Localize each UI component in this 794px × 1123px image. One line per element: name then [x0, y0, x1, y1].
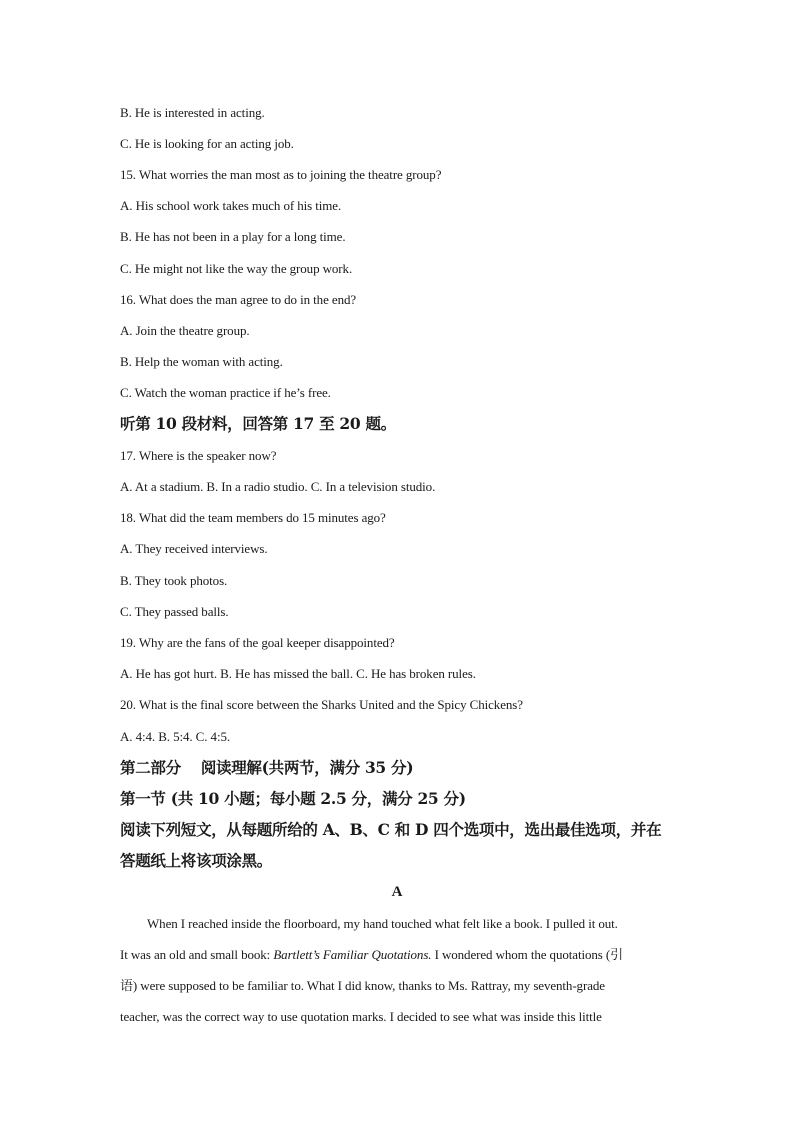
passage-line-2-post: I wondered whom the quotations (引: [431, 947, 623, 962]
option-a-15: A. His school work takes much of his time.: [120, 198, 342, 213]
instruction-line-2: 答题纸上将该项涂黑。: [120, 851, 273, 870]
part-title: 阅读理解(共两节，满分 35 分): [200, 758, 414, 777]
option-a-18: A. They received interviews.: [120, 541, 268, 556]
passage-title: A: [391, 884, 403, 900]
option-c-16: C. Watch the woman practice if he’s free.: [120, 385, 331, 400]
part-two-heading: [120, 758, 413, 778]
passage-line-3: 语) were supposed to be familiar to. What I did know, thanks to Ms. Rattray, my seventh-grade: [120, 978, 605, 993]
passage-line-4: teacher, was the correct way to use quotation marks. I decided to see what was inside this little: [120, 1009, 602, 1024]
instruction-line-1: 阅读下列短文，从每题所给的 A、B、C 和 D 四个选项中，选出最佳选项，并在: [120, 820, 662, 839]
options-20: A. 4:4. B. 5:4. C. 4:5.: [120, 729, 231, 744]
options-19: A. He has got hurt. B. He has missed the ball. C. He has broken rules.: [120, 666, 476, 681]
option-b-16: B. Help the woman with acting.: [120, 354, 283, 369]
options-17: A. At a stadium. B. In a radio studio. C. In a television studio.: [120, 479, 436, 494]
question-15: 15. What worries the man most as to joining the theatre group?: [120, 167, 442, 182]
option-c-18: C. They passed balls.: [120, 604, 229, 619]
passage-line-1: When I reached inside the floorboard, my hand touched what felt like a book. I pulled it out.: [147, 916, 618, 931]
option-c-14: C. He is looking for an acting job.: [120, 136, 294, 151]
question-17: 17. Where is the speaker now?: [120, 448, 277, 463]
option-c-15: C. He might not like the way the group work.: [120, 261, 353, 276]
option-b-18: B. They took photos.: [120, 573, 228, 588]
option-b-14: B. He is interested in acting.: [120, 105, 265, 120]
question-16: 16. What does the man agree to do in the end?: [120, 292, 357, 307]
book-title: Bartlett’s Familiar Quotations.: [273, 947, 432, 962]
passage-line-2: [120, 947, 676, 963]
question-20: 20. What is the final score between the Sharks United and the Spicy Chickens?: [120, 697, 523, 712]
option-b-15: B. He has not been in a play for a long time.: [120, 229, 346, 244]
part-label: 第二部分: [120, 758, 181, 777]
passage-line-2-pre: It was an old and small book:: [120, 947, 274, 962]
question-19: 19. Why are the fans of the goal keeper disappointed?: [120, 635, 395, 650]
question-18: 18. What did the team members do 15 minutes ago?: [120, 510, 386, 525]
section-one-heading: 第一节 (共 10 小题；每小题 2.5 分，满分 25 分): [120, 789, 466, 808]
option-a-16: A. Join the theatre group.: [120, 323, 250, 338]
listening-section-heading: 听第 10 段材料，回答第 17 至 20 题。: [120, 414, 396, 433]
